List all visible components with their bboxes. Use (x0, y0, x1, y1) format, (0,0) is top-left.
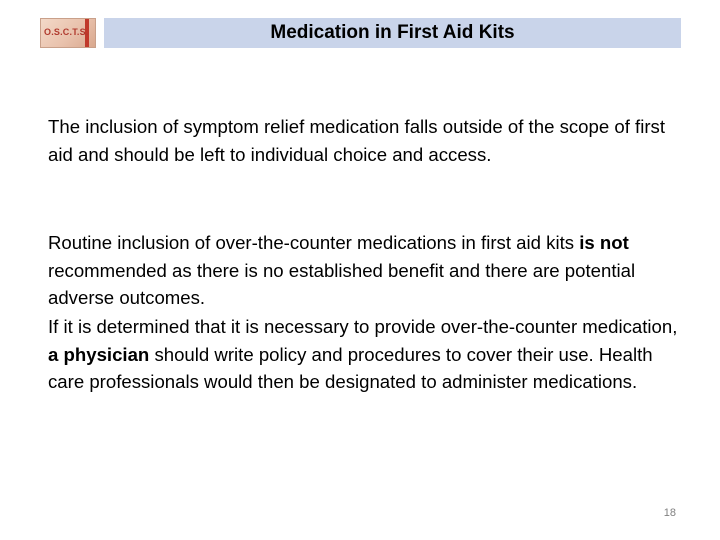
paragraph-physician-text-after: should write policy and procedures to cover their use. Health care professionals would then be designated to administer medications. (48, 343, 653, 392)
osc-logo (40, 18, 96, 48)
paragraph-routine-text-before: Routine inclusion of over-the-counter medications in first aid kits (48, 232, 580, 253)
paragraph-scope-text: The inclusion of symptom relief medication falls outside of the scope of first aid and should be left to individual choice and access. (48, 116, 665, 165)
page-number: 18 (663, 507, 676, 519)
paragraph-scope (48, 113, 688, 168)
paragraph-physician-text-before: If it is determined that it is necessary to provide over-the-counter medication, (48, 316, 678, 337)
paragraph-physician-policy (48, 313, 688, 396)
logo-text: O.S.C.T.S. (44, 27, 89, 37)
emphasis-a-physician: a physician (48, 343, 150, 365)
paragraph-routine-text-after: recommended as there is no established benefit and there are potential adverse outcomes. (48, 259, 636, 308)
emphasis-is-not: is not (579, 232, 629, 253)
title-bar (104, 18, 681, 48)
slide-title: Medication in First Aid Kits (270, 22, 515, 43)
paragraph-routine-inclusion (48, 229, 688, 312)
